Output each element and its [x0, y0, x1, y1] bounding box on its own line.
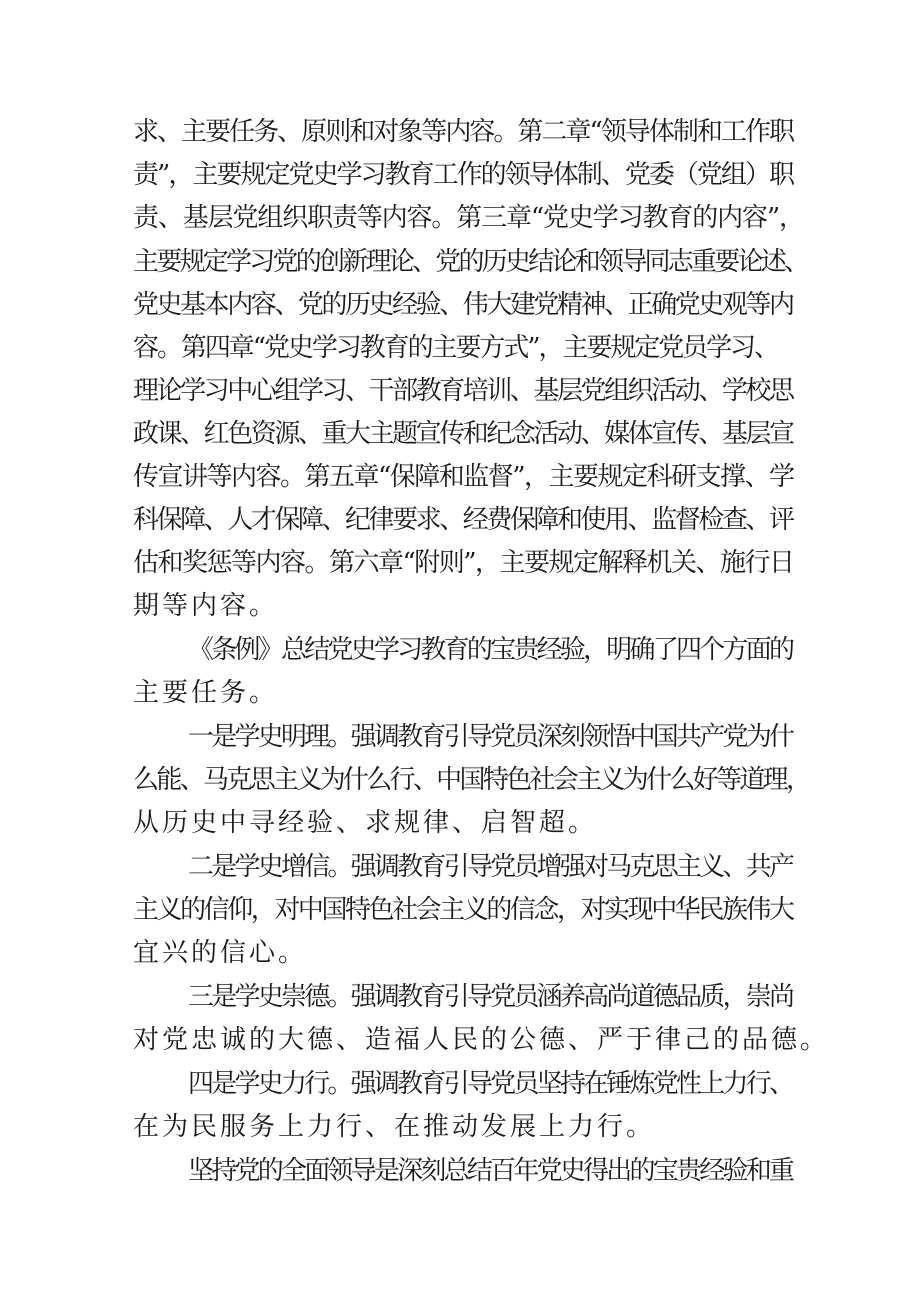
text-line	[0, 888, 920, 932]
line-text: 求、主要任务、原则和对象等内容。第二章“领导体制和工作职	[133, 117, 794, 147]
line-text: 政课、红色资源、重大主题宣传和纪念活动、媒体宣传、基层宣	[133, 419, 793, 449]
text-line	[0, 153, 920, 197]
line-text: 理论学习中心组学习、干部教育培训、基层党组织活动、学校思	[133, 376, 793, 406]
text-line	[0, 283, 920, 327]
text-line	[0, 455, 920, 499]
line-text: 责、基层党组织职责等内容。第三章“党史学习教育的内容”，	[133, 203, 804, 233]
line-text: 对党忠诚的大德、造福人民的公德、严于律己的品德。	[133, 1025, 830, 1055]
line-text: 二是学史增信。强调教育引导党员增强对马克思主义、共产	[188, 852, 793, 882]
text-line	[0, 326, 920, 370]
line-text: 主义的信仰，对中国特色社会主义的信念，对实现中华民族伟大	[133, 895, 793, 925]
text-line	[0, 975, 920, 1019]
text-line	[0, 1062, 920, 1106]
line-text: 从历史中寻经验、求规律、启智超。	[133, 808, 598, 838]
text-line	[0, 196, 920, 240]
line-text: 期等内容。	[133, 591, 279, 621]
line-text: 主要规定学习党的创新理论、党的历史结论和领导同志重要论述、	[133, 247, 808, 277]
line-text: 责”，主要规定党史学习教育工作的领导体制、党委（党组）职	[133, 160, 794, 190]
line-text: 主要任务。	[133, 678, 279, 708]
line-text: 宜兴的信心。	[133, 938, 308, 968]
text-line	[0, 498, 920, 542]
text-line	[0, 240, 920, 284]
text-line	[0, 758, 920, 802]
line-text: 估和奖惩等内容。第六章“附则”，主要规定解释机关、施行日	[133, 548, 794, 578]
line-text: 容。第四章“党史学习教育的主要方式”，主要规定党员学习、	[133, 333, 778, 363]
text-line	[0, 412, 920, 456]
line-text: 么能、马克思主义为什么行、中国特色社会主义为什么好等道理，	[133, 765, 810, 795]
text-line	[0, 1018, 920, 1062]
text-line	[0, 541, 920, 585]
text-line	[0, 845, 920, 889]
line-text: 传宣讲等内容。第五章“保障和监督”，主要规定科研支撑、学	[133, 462, 794, 492]
text-line	[0, 584, 920, 628]
line-text: 党史基本内容、党的历史经验、伟大建党精神、正确党史观等内	[133, 290, 793, 320]
line-text: 科保障、人才保障、纪律要求、经费保障和使用、监督检查、评	[133, 505, 793, 535]
text-line	[0, 1149, 920, 1193]
line-text: 在为民服务上力行、在推动发展上力行。	[133, 1112, 656, 1142]
text-line	[0, 931, 920, 975]
text-line	[0, 628, 920, 672]
text-line	[0, 1105, 920, 1149]
line-text: 坚持党的全面领导是深刻总结百年党史得出的宝贵经验和重	[188, 1156, 793, 1186]
line-text: 四是学史力行。强调教育引导党员坚持在锤炼党性上力行、	[188, 1069, 793, 1099]
text-line	[0, 801, 920, 845]
line-text: 《条例》总结党史学习教育的宝贵经验，明确了四个方面的	[188, 635, 793, 665]
text-line	[0, 110, 920, 154]
text-line	[0, 715, 920, 759]
line-text: 三是学史崇德。强调教育引导党员涵养高尚道德品质，崇尚	[188, 982, 793, 1012]
line-text: 一是学史明理。强调教育引导党员深刻领悟中国共产党为什	[188, 722, 793, 752]
text-line	[0, 671, 920, 715]
text-line	[0, 369, 920, 413]
